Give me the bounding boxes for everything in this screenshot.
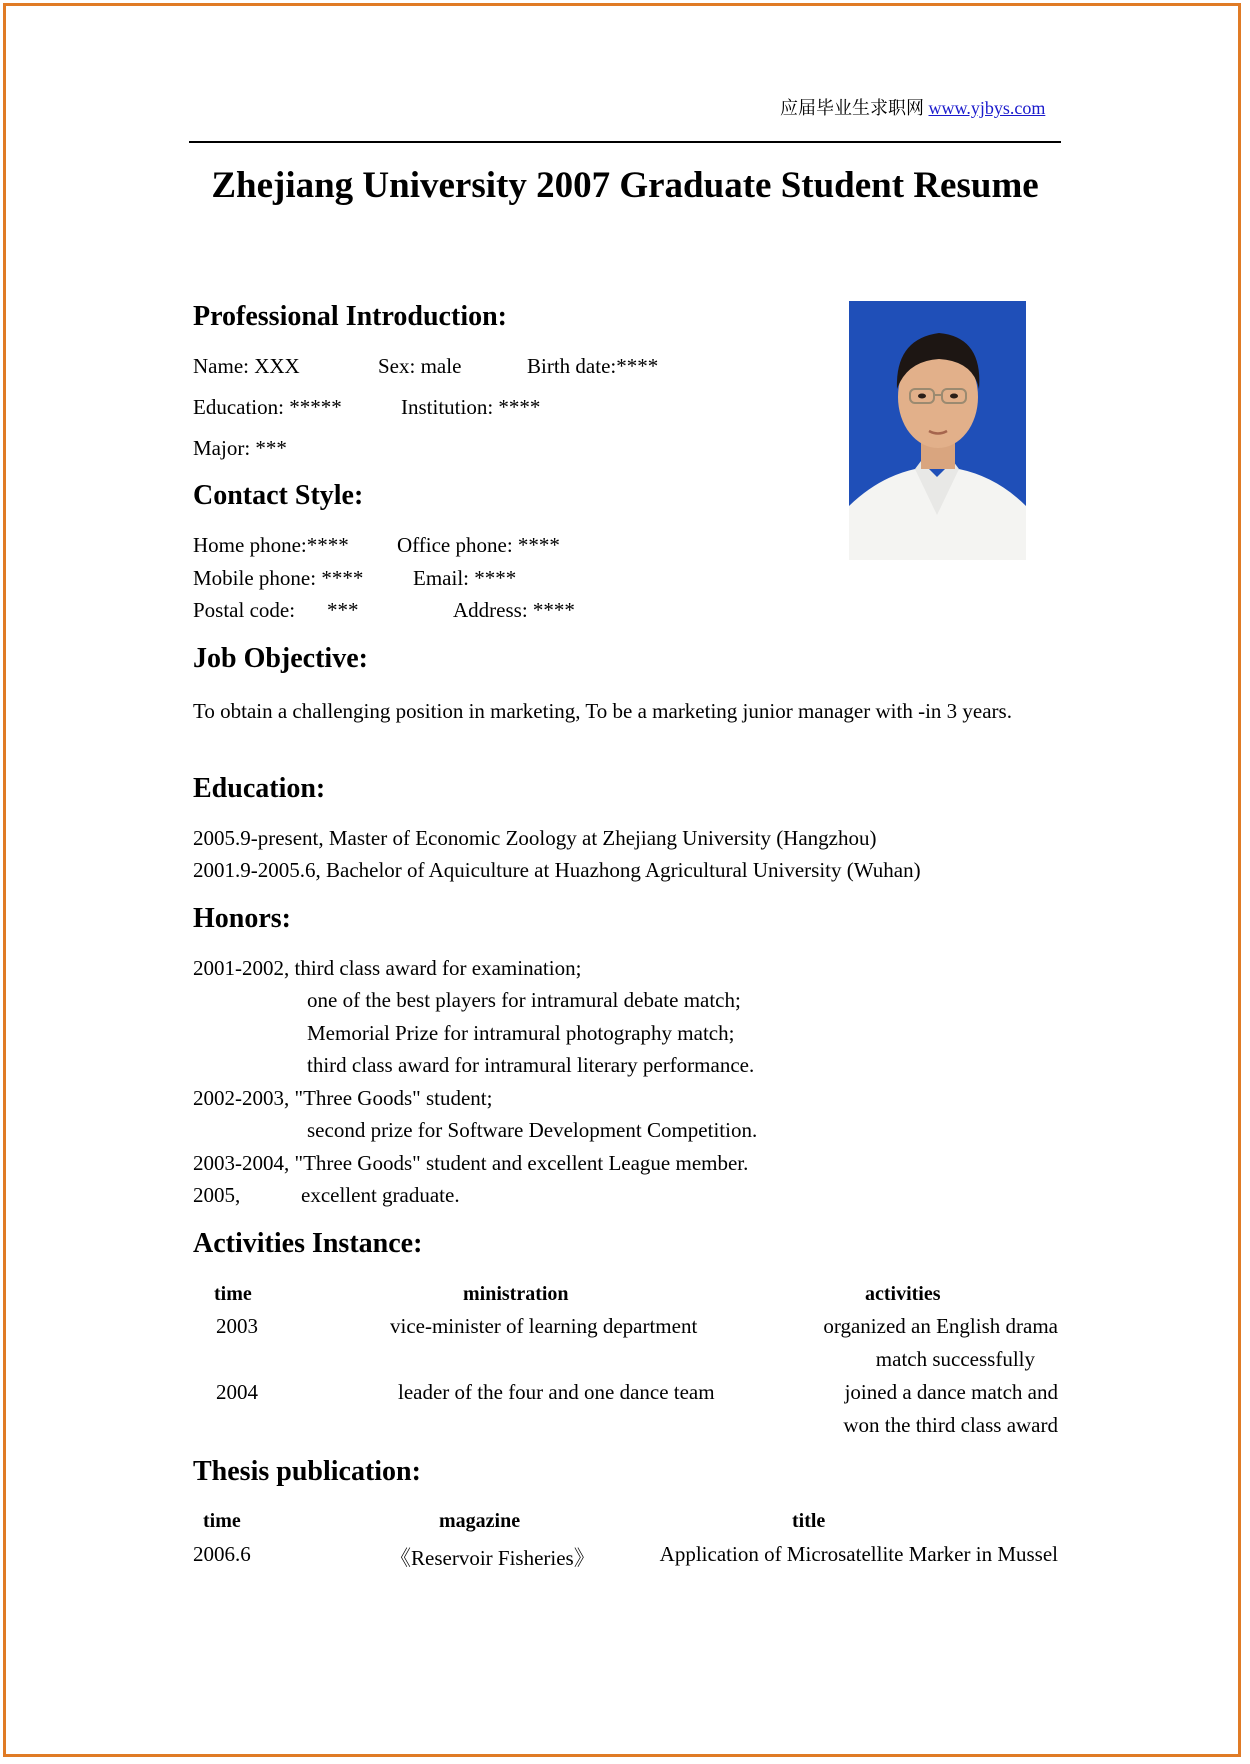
honor-line: 2002-2003, "Three Goods" student; [193,1086,493,1110]
objective-text: To obtain a challenging position in marketing, To be a marketing junior manager with -in 3 years. [193,699,1012,723]
thesis-magazine: 《Reservoir Fisheries》 [390,1546,595,1570]
thesis-col-magazine: magazine [439,1510,521,1532]
activity-description: organized an English drama [823,1314,1058,1338]
site-name: 应届毕业生求职网 [780,98,924,118]
honors-heading: Honors: [193,903,291,934]
professional-heading: Professional Introduction: [193,301,507,332]
institution-field: Institution: **** [401,395,541,419]
major-field: Major: *** [193,436,287,460]
portrait-icon [849,301,1026,560]
activity-description: match successfully [875,1347,1035,1371]
activity-ministration: leader of the four and one dance team [398,1380,715,1404]
honor-line: third class award for intramural literary performance. [307,1053,755,1077]
thesis-col-time: time [203,1510,241,1532]
education-heading: Education: [193,773,326,804]
honor-line: excellent graduate. [301,1183,460,1207]
objective-heading: Job Objective: [193,643,368,674]
honor-line: Memorial Prize for intramural photography match; [307,1021,735,1045]
site-header [780,94,1045,120]
name-field: Name: XXX [193,354,300,378]
education-field: Education: ***** [193,395,342,419]
page-title: Zhejiang University 2007 Graduate Student Resume [211,165,1039,206]
thesis-title: Application of Microsatellite Marker in Mussel [659,1542,1058,1566]
thesis-col-title: title [792,1510,826,1532]
postal-code-value: *** [327,598,359,622]
thesis-heading: Thesis publication: [193,1456,421,1487]
honor-line: 2001-2002, third class award for examination; [193,956,582,980]
home-phone-field: Home phone:**** [193,533,349,557]
profile-photo [849,301,1026,560]
mobile-phone-field: Mobile phone: **** [193,566,364,590]
education-line: 2001.9-2005.6, Bachelor of Aquiculture at Huazhong Agricultural University (Wuhan) [193,858,921,882]
activity-time: 2004 [216,1380,258,1404]
thesis-time: 2006.6 [193,1542,251,1566]
activity-ministration: vice-minister of learning department [390,1314,698,1338]
activities-col-time: time [214,1283,252,1305]
site-link[interactable]: www.yjbys.com [928,98,1046,118]
honor-line: one of the best players for intramural debate match; [307,988,741,1012]
office-phone-field: Office phone: **** [397,533,560,557]
honor-line: 2003-2004, "Three Goods" student and excellent League member. [193,1151,749,1175]
postal-code-label: Postal code: [193,598,296,622]
header-divider [189,141,1061,143]
activity-description: won the third class award [843,1413,1058,1437]
honor-year: 2005, [193,1183,241,1207]
activities-heading: Activities Instance: [193,1228,423,1259]
honor-line: second prize for Software Development Competition. [307,1118,758,1142]
email-field: Email: **** [413,566,517,590]
education-line: 2005.9-present, Master of Economic Zoology at Zhejiang University (Hangzhou) [193,826,877,850]
activity-description: joined a dance match and [844,1380,1058,1404]
activities-col-activities: activities [865,1283,941,1305]
activities-col-ministration: ministration [463,1283,569,1305]
activity-time: 2003 [216,1314,258,1338]
contact-heading: Contact Style: [193,480,364,511]
birth-date-field: Birth date:**** [527,354,659,378]
sex-field: Sex: male [378,354,462,378]
address-field: Address: **** [453,598,575,622]
